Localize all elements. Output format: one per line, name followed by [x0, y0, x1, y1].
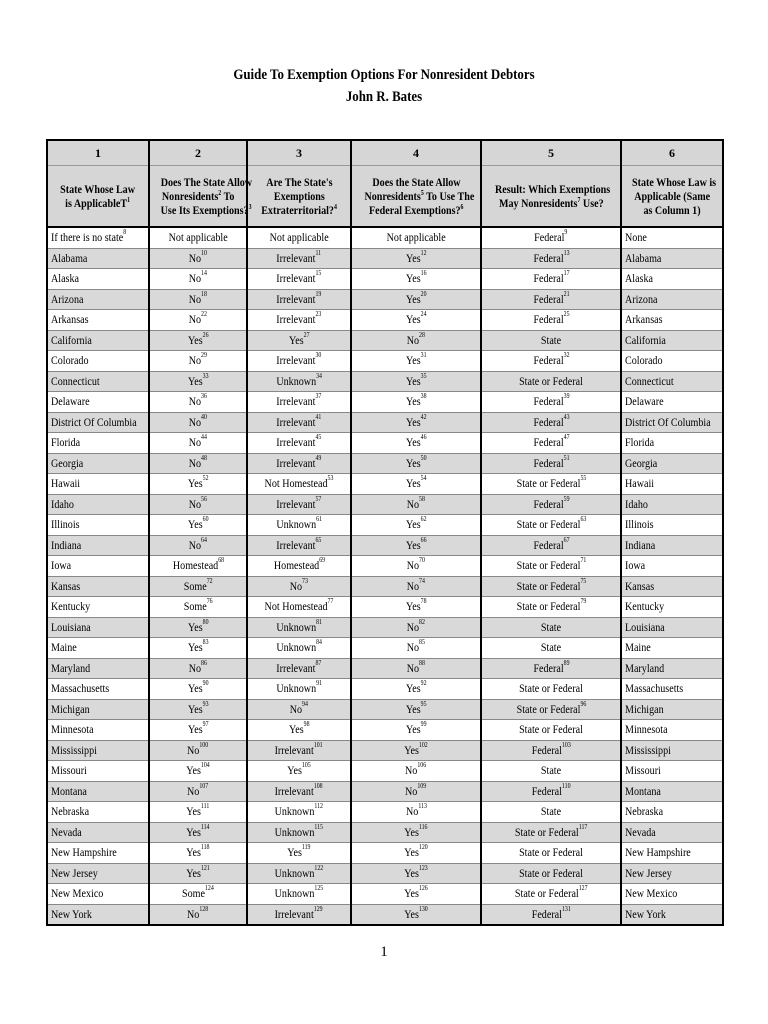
column-number-4: 4 — [351, 140, 481, 166]
state-cell: Louisiana — [47, 617, 149, 638]
result-cell: State or Federal$^{79}$ — [481, 597, 621, 618]
state-cell: New York — [47, 904, 149, 925]
federal-exemptions-cell: Yes$^{16}$ — [351, 269, 481, 290]
applicable-state-cell: Georgia — [621, 453, 723, 474]
federal-exemptions-cell: No$^{109}$ — [351, 781, 481, 802]
federal-exemptions-cell: No$^{82}$ — [351, 617, 481, 638]
allow-nonresidents-cell: Homestead$^{68}$ — [149, 556, 247, 577]
allow-nonresidents-cell: No$^{29}$ — [149, 351, 247, 372]
applicable-state-cell: Montana — [621, 781, 723, 802]
table-row — [47, 658, 723, 679]
applicable-state-cell: Alaska — [621, 269, 723, 290]
state-cell: Georgia — [47, 453, 149, 474]
allow-nonresidents-cell: No$^{86}$ — [149, 658, 247, 679]
federal-exemptions-cell: Yes$^{78}$ — [351, 597, 481, 618]
result-cell: State — [481, 330, 621, 351]
federal-exemptions-cell: Yes$^{38}$ — [351, 392, 481, 413]
federal-exemptions-cell: No$^{28}$ — [351, 330, 481, 351]
column-header-6: State Whose Law is Applicable (Same as Column 1) — [621, 166, 723, 228]
result-cell: Federal$^{131}$ — [481, 904, 621, 925]
federal-exemptions-cell: Yes$^{126}$ — [351, 884, 481, 905]
state-cell: Missouri — [47, 761, 149, 782]
federal-exemptions-cell: Yes$^{24}$ — [351, 310, 481, 331]
table-row — [47, 433, 723, 454]
table-row — [47, 904, 723, 925]
state-cell: Arizona — [47, 289, 149, 310]
table-row — [47, 802, 723, 823]
extraterritorial-cell: Unknown$^{115}$ — [247, 822, 351, 843]
allow-nonresidents-cell: Yes$^{118}$ — [149, 843, 247, 864]
federal-exemptions-cell: Yes$^{42}$ — [351, 412, 481, 433]
state-cell: Kentucky — [47, 597, 149, 618]
federal-exemptions-cell: Yes$^{116}$ — [351, 822, 481, 843]
table-row — [47, 535, 723, 556]
allow-nonresidents-cell: No$^{56}$ — [149, 494, 247, 515]
result-cell: State or Federal — [481, 720, 621, 741]
state-cell: Alaska — [47, 269, 149, 290]
allow-nonresidents-cell: Yes$^{93}$ — [149, 699, 247, 720]
extraterritorial-cell: Unknown$^{125}$ — [247, 884, 351, 905]
applicable-state-cell: Minnesota — [621, 720, 723, 741]
allow-nonresidents-cell: Yes$^{52}$ — [149, 474, 247, 495]
federal-exemptions-cell: No$^{88}$ — [351, 658, 481, 679]
extraterritorial-cell: Irrelevant$^{129}$ — [247, 904, 351, 925]
column-header-4: Does the State Allow Nonresidents$^5$ To Use The Federal Exemptions?$^6$ — [351, 166, 481, 228]
table-row — [47, 576, 723, 597]
table-row — [47, 494, 723, 515]
table-row — [47, 227, 723, 248]
federal-exemptions-cell: Yes$^{92}$ — [351, 679, 481, 700]
applicable-state-cell: New Jersey — [621, 863, 723, 884]
result-cell: Federal$^{25}$ — [481, 310, 621, 331]
result-cell: Federal$^{32}$ — [481, 351, 621, 372]
result-cell: State or Federal$^{96}$ — [481, 699, 621, 720]
table-row — [47, 720, 723, 741]
allow-nonresidents-cell: Yes$^{90}$ — [149, 679, 247, 700]
state-cell: Maryland — [47, 658, 149, 679]
state-cell: Massachusetts — [47, 679, 149, 700]
result-cell: State or Federal — [481, 371, 621, 392]
result-cell: Federal$^{43}$ — [481, 412, 621, 433]
state-cell: Minnesota — [47, 720, 149, 741]
result-cell: Federal$^{103}$ — [481, 740, 621, 761]
table-row — [47, 638, 723, 659]
column-number-1: 1 — [47, 140, 149, 166]
column-number-6: 6 — [621, 140, 723, 166]
federal-exemptions-cell: No$^{106}$ — [351, 761, 481, 782]
federal-exemptions-cell: Yes$^{123}$ — [351, 863, 481, 884]
extraterritorial-cell: Yes$^{105}$ — [247, 761, 351, 782]
allow-nonresidents-cell: Yes$^{60}$ — [149, 515, 247, 536]
extraterritorial-cell: Irrelevant$^{37}$ — [247, 392, 351, 413]
result-cell: State — [481, 617, 621, 638]
federal-exemptions-cell: Yes$^{31}$ — [351, 351, 481, 372]
extraterritorial-cell: Irrelevant$^{87}$ — [247, 658, 351, 679]
column-number-row — [47, 140, 723, 166]
extraterritorial-cell: Irrelevant$^{101}$ — [247, 740, 351, 761]
title-line-1: Guide To Exemption Options For Nonresident Debtors — [233, 67, 535, 83]
table-row — [47, 371, 723, 392]
federal-exemptions-cell: Yes$^{130}$ — [351, 904, 481, 925]
state-cell: Nebraska — [47, 802, 149, 823]
state-cell: District Of Columbia — [47, 412, 149, 433]
column-number-5: 5 — [481, 140, 621, 166]
state-cell: Indiana — [47, 535, 149, 556]
state-cell: Nevada — [47, 822, 149, 843]
applicable-state-cell: Delaware — [621, 392, 723, 413]
allow-nonresidents-cell: Some$^{76}$ — [149, 597, 247, 618]
state-cell: New Mexico — [47, 884, 149, 905]
applicable-state-cell: Hawaii — [621, 474, 723, 495]
extraterritorial-cell: Irrelevant$^{15}$ — [247, 269, 351, 290]
allow-nonresidents-cell: Yes$^{80}$ — [149, 617, 247, 638]
applicable-state-cell: District Of Columbia — [621, 412, 723, 433]
table-row — [47, 269, 723, 290]
table-row — [47, 474, 723, 495]
federal-exemptions-cell: Yes$^{99}$ — [351, 720, 481, 741]
column-number-2: 2 — [149, 140, 247, 166]
allow-nonresidents-cell: Not applicable — [149, 227, 247, 248]
state-cell: Delaware — [47, 392, 149, 413]
table-row — [47, 351, 723, 372]
result-cell: State — [481, 802, 621, 823]
result-cell: State or Federal — [481, 863, 621, 884]
table-row — [47, 699, 723, 720]
federal-exemptions-cell: Yes$^{66}$ — [351, 535, 481, 556]
state-cell: Hawaii — [47, 474, 149, 495]
extraterritorial-cell: Irrelevant$^{30}$ — [247, 351, 351, 372]
allow-nonresidents-cell: No$^{64}$ — [149, 535, 247, 556]
extraterritorial-cell: Irrelevant$^{57}$ — [247, 494, 351, 515]
extraterritorial-cell: Yes$^{119}$ — [247, 843, 351, 864]
federal-exemptions-cell: Yes$^{95}$ — [351, 699, 481, 720]
allow-nonresidents-cell: Yes$^{26}$ — [149, 330, 247, 351]
extraterritorial-cell: Not Homestead$^{53}$ — [247, 474, 351, 495]
state-cell: Iowa — [47, 556, 149, 577]
result-cell: State or Federal — [481, 679, 621, 700]
extraterritorial-cell: No$^{73}$ — [247, 576, 351, 597]
title-line-2: John R. Bates — [345, 89, 423, 105]
column-label-row — [47, 166, 723, 228]
table-row — [47, 781, 723, 802]
applicable-state-cell: Kansas — [621, 576, 723, 597]
result-cell: State or Federal$^{71}$ — [481, 556, 621, 577]
state-cell: Montana — [47, 781, 149, 802]
federal-exemptions-cell: Yes$^{35}$ — [351, 371, 481, 392]
state-cell: Illinois — [47, 515, 149, 536]
table-row — [47, 617, 723, 638]
applicable-state-cell: Idaho — [621, 494, 723, 515]
state-cell: If there is no state$^8$ — [47, 227, 149, 248]
applicable-state-cell: Nevada — [621, 822, 723, 843]
extraterritorial-cell: Homestead$^{69}$ — [247, 556, 351, 577]
allow-nonresidents-cell: No$^{40}$ — [149, 412, 247, 433]
state-cell: Colorado — [47, 351, 149, 372]
applicable-state-cell: Arkansas — [621, 310, 723, 331]
applicable-state-cell: None — [621, 227, 723, 248]
federal-exemptions-cell: Yes$^{102}$ — [351, 740, 481, 761]
extraterritorial-cell: Yes$^{98}$ — [247, 720, 351, 741]
table-row — [47, 884, 723, 905]
allow-nonresidents-cell: No$^{107}$ — [149, 781, 247, 802]
result-cell: Federal$^{21}$ — [481, 289, 621, 310]
federal-exemptions-cell: Yes$^{54}$ — [351, 474, 481, 495]
result-cell: Federal$^{59}$ — [481, 494, 621, 515]
table-row — [47, 863, 723, 884]
applicable-state-cell: New York — [621, 904, 723, 925]
column-header-3: Are The State's Exemptions Extraterritorial?$^4$ — [247, 166, 351, 228]
federal-exemptions-cell: No$^{85}$ — [351, 638, 481, 659]
state-cell: Connecticut — [47, 371, 149, 392]
state-cell: Arkansas — [47, 310, 149, 331]
allow-nonresidents-cell: Yes$^{104}$ — [149, 761, 247, 782]
extraterritorial-cell: Irrelevant$^{41}$ — [247, 412, 351, 433]
extraterritorial-cell: Unknown$^{91}$ — [247, 679, 351, 700]
extraterritorial-cell: No$^{94}$ — [247, 699, 351, 720]
table-row — [47, 556, 723, 577]
table-row — [47, 248, 723, 269]
extraterritorial-cell: Unknown$^{122}$ — [247, 863, 351, 884]
allow-nonresidents-cell: No$^{18}$ — [149, 289, 247, 310]
state-cell: Idaho — [47, 494, 149, 515]
extraterritorial-cell: Not applicable — [247, 227, 351, 248]
table-row — [47, 330, 723, 351]
extraterritorial-cell: Irrelevant$^{11}$ — [247, 248, 351, 269]
federal-exemptions-cell: No$^{58}$ — [351, 494, 481, 515]
federal-exemptions-cell: Yes$^{120}$ — [351, 843, 481, 864]
column-number-3: 3 — [247, 140, 351, 166]
state-cell: Maine — [47, 638, 149, 659]
extraterritorial-cell: Unknown$^{81}$ — [247, 617, 351, 638]
extraterritorial-cell: Unknown$^{61}$ — [247, 515, 351, 536]
result-cell: State or Federal$^{55}$ — [481, 474, 621, 495]
state-cell: Alabama — [47, 248, 149, 269]
extraterritorial-cell: Unknown$^{112}$ — [247, 802, 351, 823]
federal-exemptions-cell: Yes$^{46}$ — [351, 433, 481, 454]
applicable-state-cell: Nebraska — [621, 802, 723, 823]
extraterritorial-cell: Not Homestead$^{77}$ — [247, 597, 351, 618]
allow-nonresidents-cell: No$^{36}$ — [149, 392, 247, 413]
allow-nonresidents-cell: No$^{100}$ — [149, 740, 247, 761]
extraterritorial-cell: Irrelevant$^{65}$ — [247, 535, 351, 556]
applicable-state-cell: Michigan — [621, 699, 723, 720]
applicable-state-cell: Mississippi — [621, 740, 723, 761]
federal-exemptions-cell: No$^{74}$ — [351, 576, 481, 597]
extraterritorial-cell: Irrelevant$^{108}$ — [247, 781, 351, 802]
result-cell: Federal$^{67}$ — [481, 535, 621, 556]
applicable-state-cell: Maine — [621, 638, 723, 659]
extraterritorial-cell: Irrelevant$^{19}$ — [247, 289, 351, 310]
table-row — [47, 392, 723, 413]
table-row — [47, 843, 723, 864]
result-cell: State — [481, 638, 621, 659]
state-cell: California — [47, 330, 149, 351]
result-cell: State or Federal$^{75}$ — [481, 576, 621, 597]
applicable-state-cell: Colorado — [621, 351, 723, 372]
federal-exemptions-cell: Not applicable — [351, 227, 481, 248]
allow-nonresidents-cell: Yes$^{121}$ — [149, 863, 247, 884]
state-cell: New Jersey — [47, 863, 149, 884]
extraterritorial-cell: Unknown$^{84}$ — [247, 638, 351, 659]
applicable-state-cell: Indiana — [621, 535, 723, 556]
extraterritorial-cell: Yes$^{27}$ — [247, 330, 351, 351]
applicable-state-cell: New Hampshire — [621, 843, 723, 864]
applicable-state-cell: Alabama — [621, 248, 723, 269]
federal-exemptions-cell: Yes$^{50}$ — [351, 453, 481, 474]
result-cell: State or Federal$^{117}$ — [481, 822, 621, 843]
result-cell: Federal$^{39}$ — [481, 392, 621, 413]
applicable-state-cell: California — [621, 330, 723, 351]
state-cell: Kansas — [47, 576, 149, 597]
exemption-table — [46, 139, 724, 926]
state-cell: New Hampshire — [47, 843, 149, 864]
column-header-1: State Whose Law is ApplicableT$^1$ — [47, 166, 149, 228]
allow-nonresidents-cell: Some$^{72}$ — [149, 576, 247, 597]
allow-nonresidents-cell: Some$^{124}$ — [149, 884, 247, 905]
result-cell: Federal$^{13}$ — [481, 248, 621, 269]
extraterritorial-cell: Irrelevant$^{45}$ — [247, 433, 351, 454]
applicable-state-cell: New Mexico — [621, 884, 723, 905]
applicable-state-cell: Arizona — [621, 289, 723, 310]
allow-nonresidents-cell: Yes$^{83}$ — [149, 638, 247, 659]
allow-nonresidents-cell: No$^{14}$ — [149, 269, 247, 290]
state-cell: Mississippi — [47, 740, 149, 761]
result-cell: Federal$^9$ — [481, 227, 621, 248]
table-row — [47, 412, 723, 433]
extraterritorial-cell: Unknown$^{34}$ — [247, 371, 351, 392]
result-cell: Federal$^{89}$ — [481, 658, 621, 679]
allow-nonresidents-cell: No$^{48}$ — [149, 453, 247, 474]
table-row — [47, 679, 723, 700]
federal-exemptions-cell: No$^{70}$ — [351, 556, 481, 577]
result-cell: Federal$^{17}$ — [481, 269, 621, 290]
applicable-state-cell: Maryland — [621, 658, 723, 679]
federal-exemptions-cell: Yes$^{12}$ — [351, 248, 481, 269]
state-cell: Michigan — [47, 699, 149, 720]
page-number: 1 — [380, 944, 388, 960]
allow-nonresidents-cell: Yes$^{114}$ — [149, 822, 247, 843]
table-row — [47, 310, 723, 331]
result-cell: Federal$^{47}$ — [481, 433, 621, 454]
applicable-state-cell: Missouri — [621, 761, 723, 782]
state-cell: Florida — [47, 433, 149, 454]
extraterritorial-cell: Irrelevant$^{23}$ — [247, 310, 351, 331]
allow-nonresidents-cell: No$^{128}$ — [149, 904, 247, 925]
allow-nonresidents-cell: No$^{22}$ — [149, 310, 247, 331]
table-row — [47, 289, 723, 310]
table-row — [47, 761, 723, 782]
result-cell: State — [481, 761, 621, 782]
table-body — [47, 227, 723, 925]
applicable-state-cell: Massachusetts — [621, 679, 723, 700]
table-row — [47, 740, 723, 761]
document-title — [54, 64, 714, 108]
result-cell: Federal$^{110}$ — [481, 781, 621, 802]
applicable-state-cell: Kentucky — [621, 597, 723, 618]
result-cell: Federal$^{51}$ — [481, 453, 621, 474]
allow-nonresidents-cell: No$^{10}$ — [149, 248, 247, 269]
applicable-state-cell: Iowa — [621, 556, 723, 577]
column-header-2: Does The State Allow Nonresidents$^2$ To Use Its Exemptions?$^3$ — [149, 166, 247, 228]
result-cell: State or Federal — [481, 843, 621, 864]
applicable-state-cell: Illinois — [621, 515, 723, 536]
allow-nonresidents-cell: Yes$^{111}$ — [149, 802, 247, 823]
federal-exemptions-cell: No$^{113}$ — [351, 802, 481, 823]
federal-exemptions-cell: Yes$^{20}$ — [351, 289, 481, 310]
allow-nonresidents-cell: No$^{44}$ — [149, 433, 247, 454]
applicable-state-cell: Florida — [621, 433, 723, 454]
table-row — [47, 515, 723, 536]
allow-nonresidents-cell: Yes$^{33}$ — [149, 371, 247, 392]
column-header-5: Result: Which Exemptions May Nonresidents$^7$ Use? — [481, 166, 621, 228]
allow-nonresidents-cell: Yes$^{97}$ — [149, 720, 247, 741]
extraterritorial-cell: Irrelevant$^{49}$ — [247, 453, 351, 474]
federal-exemptions-cell: Yes$^{62}$ — [351, 515, 481, 536]
result-cell: State or Federal$^{63}$ — [481, 515, 621, 536]
table-row — [47, 597, 723, 618]
applicable-state-cell: Louisiana — [621, 617, 723, 638]
table-row — [47, 453, 723, 474]
table-row — [47, 822, 723, 843]
result-cell: State or Federal$^{127}$ — [481, 884, 621, 905]
applicable-state-cell: Connecticut — [621, 371, 723, 392]
